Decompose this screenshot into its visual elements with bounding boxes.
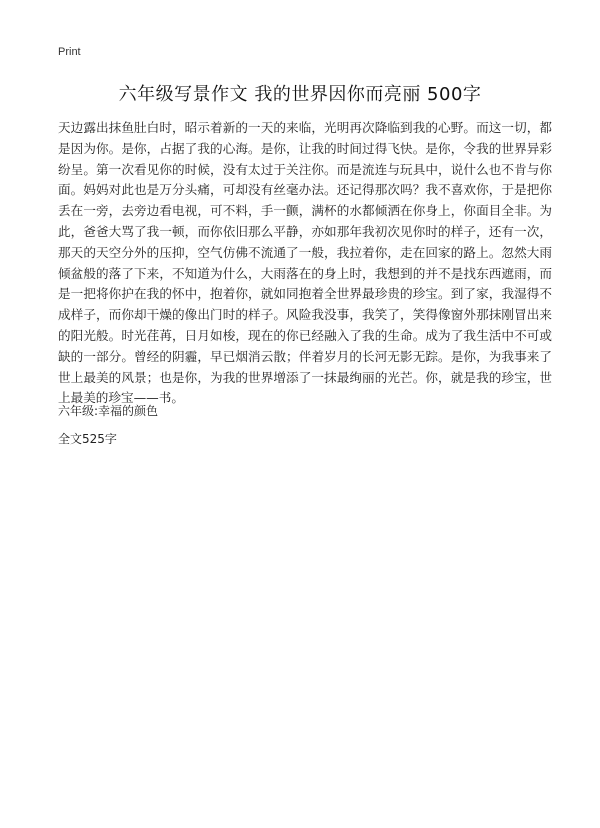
word-count: 全文525字: [58, 432, 117, 446]
article-body: 天边露出抹鱼肚白时，昭示着新的一天的来临，光明再次降临到我的心野。而这一切，都是因为你。是你，占据了我的心海。是你，让我的时间过得飞快。是你，令我的世界异彩纷呈。第一次看见你的时候，没有太过于关注你。而是流连与玩具中，说什么也不肯与你面。妈妈对此也是万分头痛，可却没有丝毫办法。还记得那次吗？我不喜欢你，于是把你丢在一旁，去旁边看电视，可不料，手一颤，满杯的水都倾洒在你身上，你面目全非。为此，爸爸大骂了我一顿，而你依旧那么平静，亦如那年我初次见你时的样子，还有一次，那天的天空分外的压抑，空气仿佛不流通了一般，我拉着你，走在回家的路上。忽然大雨倾盆般的落了下来，不知道为什么，大雨落在的身上时，我想到的并不是找东西遮雨，而是一把将你护在我的怀中，抱着你，就如同抱着全世界最珍贵的珍宝。到了家，我湿得不成样子，而你却干燥的像出门时的样子。风险我没事，我笑了，笑得像窗外那抹刚冒出来的阳光般。时光荏苒，日月如梭，现在的你已经融入了我的生命。成为了我生活中不可或缺的一部分。曾经的阴霾，早已烟消云散；伴着岁月的长河无影无踪。是你，为我事来了世上最美的风景；也是你，为我的世界增添了一抹最绚丽的光芒。你，就是我的珍宝，世上最美的珍宝——书。: [58, 120, 552, 406]
article-category: 六年级:幸福的颜色: [58, 404, 159, 418]
article-title: 六年级写景作文 我的世界因你而亮丽 500字: [118, 84, 482, 105]
print-link[interactable]: Print: [58, 46, 81, 58]
